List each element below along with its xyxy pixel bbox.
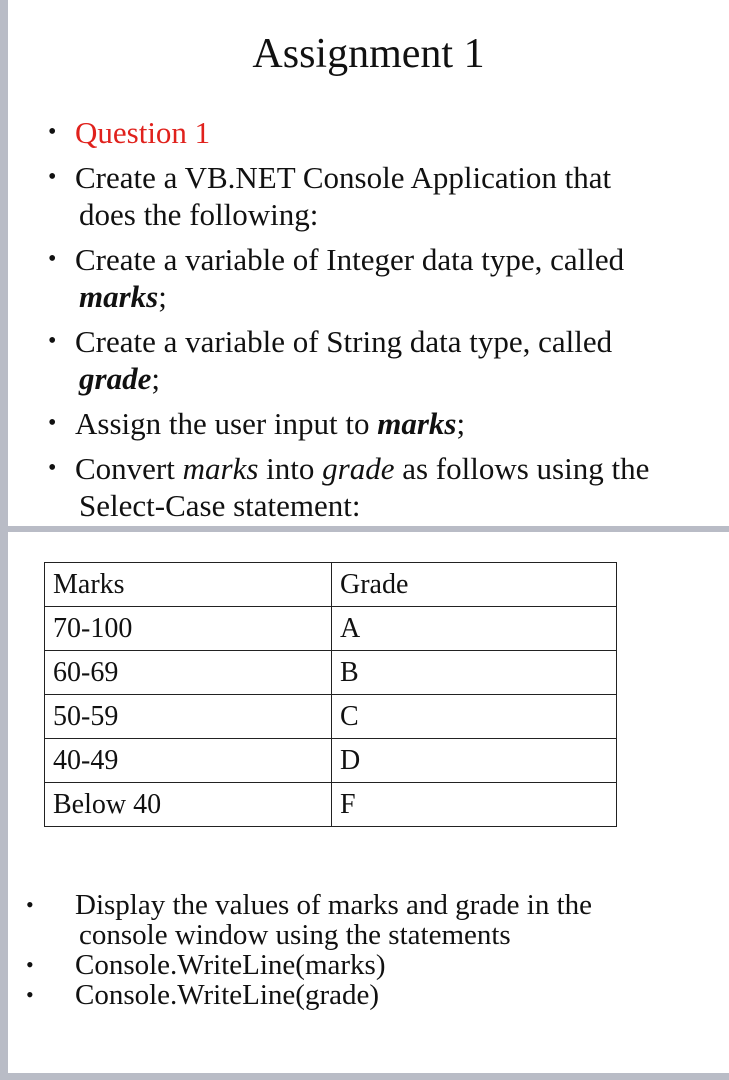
bullet-icon: • bbox=[48, 455, 57, 481]
bullet-icon: • bbox=[48, 410, 57, 436]
list-item bbox=[8, 323, 729, 397]
column-header: Grade bbox=[332, 563, 617, 607]
table-row bbox=[45, 695, 617, 739]
question-bullet-list bbox=[8, 114, 729, 526]
slide-grade-table bbox=[8, 532, 729, 1073]
bullet-icon: • bbox=[48, 246, 57, 272]
table-row bbox=[45, 607, 617, 651]
bullet-icon: • bbox=[26, 982, 34, 1007]
list-item bbox=[8, 950, 729, 980]
bullet-text: Create a variable of String data type, called bbox=[75, 324, 613, 359]
slide-assignment bbox=[8, 0, 729, 526]
list-item bbox=[8, 241, 729, 315]
bullet-text: Display the values of marks and grade in the bbox=[75, 889, 593, 921]
display-bullet-list bbox=[8, 890, 729, 1010]
bullet-text-continued: console window using the statements bbox=[79, 919, 511, 951]
bullet-text-continued: grade; bbox=[79, 361, 160, 396]
bullet-text: Convert bbox=[75, 451, 183, 486]
table-cell: 50-59 bbox=[45, 695, 332, 739]
variable-name: grade bbox=[79, 361, 152, 396]
list-item: • Assign the user input to marks; bbox=[48, 406, 466, 441]
table-row bbox=[45, 651, 617, 695]
bullet-icon: • bbox=[48, 119, 57, 145]
code-statement: Console.WriteLine(marks) bbox=[75, 949, 386, 981]
code-statement: Console.WriteLine(grade) bbox=[75, 979, 380, 1011]
table-cell: F bbox=[332, 783, 617, 827]
bullet-text: Assign the user input to bbox=[75, 406, 378, 441]
bullet-icon: • bbox=[26, 892, 34, 917]
list-item bbox=[8, 159, 729, 233]
table-cell: 60-69 bbox=[45, 651, 332, 695]
column-header: Marks bbox=[45, 563, 332, 607]
bullet-icon: • bbox=[48, 164, 57, 190]
variable-name: marks bbox=[182, 451, 259, 486]
bullet-text-continued: marks; bbox=[79, 279, 167, 314]
table-cell: C bbox=[332, 695, 617, 739]
left-border bbox=[0, 0, 8, 1080]
question-heading: Question 1 bbox=[75, 115, 211, 150]
table-header-row bbox=[45, 563, 617, 607]
bullet-text-continued: Select-Case statement: bbox=[79, 488, 361, 523]
list-item bbox=[8, 114, 729, 151]
table-row bbox=[45, 783, 617, 827]
variable-name: marks bbox=[377, 406, 457, 441]
variable-name: marks bbox=[79, 279, 159, 314]
list-item bbox=[8, 980, 729, 1010]
list-item bbox=[8, 890, 729, 950]
bullet-icon: • bbox=[48, 328, 57, 354]
table-row bbox=[45, 739, 617, 783]
bullet-icon: • bbox=[26, 952, 34, 977]
list-item: • Convert marks into grade as follows using the Select-Case statement: bbox=[8, 450, 729, 524]
bullet-text-continued: does the following: bbox=[79, 197, 319, 232]
table-cell: 70-100 bbox=[45, 607, 332, 651]
variable-name: grade bbox=[322, 451, 395, 486]
bullet-text: Create a variable of Integer data type, called bbox=[75, 242, 625, 277]
table-cell: 40-49 bbox=[45, 739, 332, 783]
grade-table bbox=[44, 562, 617, 827]
bullet-text: Create a VB.NET Console Application that bbox=[75, 160, 612, 195]
table-cell: D bbox=[332, 739, 617, 783]
table-cell: A bbox=[332, 607, 617, 651]
table-cell: Below 40 bbox=[45, 783, 332, 827]
table-cell: B bbox=[332, 651, 617, 695]
slide-title: Assignment 1 bbox=[252, 31, 485, 77]
